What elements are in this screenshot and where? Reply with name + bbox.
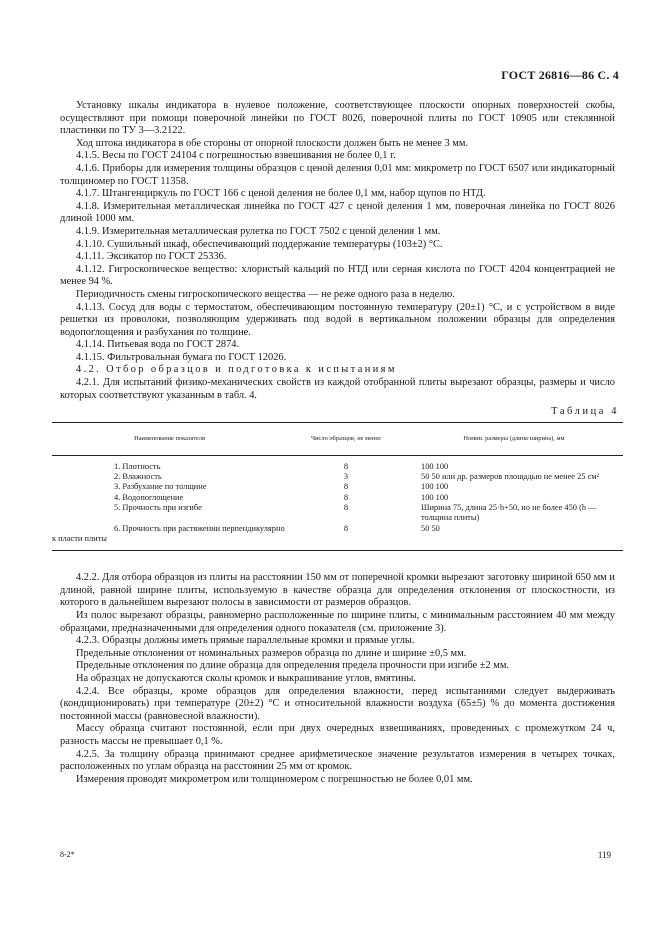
- paragraph: 4.1.10. Сушильный шкаф, обеспечивающий поддержание температуры (103±2) °С.: [76, 238, 443, 250]
- paragraph: Установку шкалы индикатора в нулевое положение, соответствующее плоскости опорных поверхностей скобы, осуществляют при помощи поверочной линейки по ГОСТ 8026, поверочной плиты по ГОСТ 10905 или стеклянной пластинки по ТУ 3—3.2122.: [60, 100, 615, 137]
- column-header-count: Число образцов, не менее: [287, 422, 405, 455]
- table-row: [52, 472, 623, 482]
- paragraph: 4.1.8. Измерительная металлическая линейка по ГОСТ 427 с ценой деления 1 мм, поверочная линейка по ГОСТ 8026 длиной 1000 мм.: [60, 200, 615, 225]
- row-count: 8: [343, 482, 349, 492]
- row-count: 8: [287, 524, 405, 551]
- paragraph: 4.2.1. Для испытаний физико-механических свойств из каждой отобранной плиты вырезают образцы, размеры и число которых соответствуют указанным в табл. 4.: [60, 377, 615, 401]
- page-number: 119: [597, 850, 611, 860]
- paragraph: 4.1.11. Эксикатор по ГОСТ 25336.: [76, 251, 227, 263]
- paragraph: Периодичность смены гигроскопического вещества — не реже одного раза в неделю.: [76, 288, 455, 300]
- row-name: 2. Влажность: [114, 472, 162, 482]
- row-dims: Ширина 75, длина 25·h+50, но не более 450 (h — толщина плиты): [421, 503, 597, 523]
- paragraph: 4.2.3. Образцы должны иметь прямые параллельные кромки и прямые углы.: [76, 635, 415, 647]
- paragraph: 4.1.14. Питьевая вода по ГОСТ 2874.: [76, 339, 240, 351]
- table-row: [52, 482, 623, 492]
- row-dims: 100 100: [421, 492, 449, 502]
- paragraph: На образцах не допускаются сколы кромок и выкрашивание углов, вмятины.: [76, 672, 416, 684]
- paragraph: 4.1.7. Штангенциркуль по ГОСТ 166 с ценой деления не более 0,1 мм, набор щупов по НТД.: [76, 188, 486, 200]
- row-name: 1. Плотность: [114, 461, 161, 471]
- row-count: 8: [343, 492, 349, 502]
- document-body: [52, 100, 619, 786]
- row-count: 8: [343, 503, 349, 513]
- paragraph: 4.1.5. Весы по ГОСТ 24104 с погрешностью взвешивания не более 0,1 г.: [76, 150, 396, 162]
- row-name: [52, 524, 287, 551]
- paragraph: 4.1.13. Сосуд для воды с термостатом, обеспечивающим постоянную температуру (20±1) °С, и с устройством в виде решетки из проволоки, позволяющим удерживать под водой в вертикальном положении образцы для определения водопоглощения и разбухания по толщине.: [60, 301, 615, 338]
- paragraph: 4.1.12. Гигроскопическое вещество: хлористый кальций по НТД или серная кислота по ГОСТ 4204 концентрацией не менее 94 %.: [60, 263, 615, 288]
- text-after-table: [60, 572, 615, 786]
- paragraph: Ход штока индикатора в обе стороны от опорной плоскости должен быть не менее 3 мм.: [76, 137, 469, 149]
- paragraph: Измерения проводят микрометром или толщиномером с погрешностью не более 0,01 мм.: [76, 773, 473, 785]
- table-row: [52, 503, 623, 524]
- paragraph: Из полос вырезают образцы, равномерно расположенные по ширине плиты, с минимальным расстоянием 40 мм между образцами, предназначенными для определения одного показателя (см. приложение 3).: [60, 610, 615, 634]
- paragraph: 4.2.4. Все образцы, кроме образцов для определения влажности, перед испытаниями следует выдерживать (кондиционировать) при температуре (20±2) °С и относительной влажности воздуха (65±5) % до момента достижения постоянной массы (равновесной влажности).: [60, 685, 615, 722]
- row-dims: 100 100: [421, 461, 449, 471]
- paragraph: 4.2.2. Для отбора образцов из плиты на расстоянии 150 мм от поперечной кромки вырезают заготовку шириной 650 мм и длиной, равной ширине плиты, используемую в качестве образца для определения отклонения от плоскостности, из которого в дальнейшем вырезают полосы в зависимости от размеров образцов.: [60, 572, 615, 609]
- row-name: 3. Разбухание по толщине: [114, 482, 207, 492]
- row-count: 8: [343, 461, 349, 471]
- paragraph: 4.1.6. Приборы для измерения толщины образцов с ценой деления 0,01 мм: микрометр по ГОСТ 6507 или индикаторный толщиномер по ГОСТ 11358.: [60, 162, 615, 187]
- table-caption: Таблица 4: [551, 406, 619, 418]
- row-name-text: 6. Прочность при растяжении перпендикулярно к пласти плиты: [52, 523, 285, 543]
- paragraph: Массу образца считают постоянной, если при двух очередных взвешиваниях, проведенных с промежутком 24 ч, разность массы не превышает 0,1 %.: [60, 723, 615, 747]
- paragraph: Предельные отклонения по длине образца для определения предела прочности при изгибе ±2 мм.: [76, 660, 509, 672]
- page-header: ГОСТ 26816—86 С. 4: [501, 68, 619, 82]
- row-dims: 50 50 или др. размеров площадью не менее 25 см²: [421, 472, 600, 482]
- paragraph: 4.1.9. Измерительная металлическая рулетка по ГОСТ 7502 с ценой деления 1 мм.: [76, 225, 441, 237]
- row-dims: 100 100: [421, 482, 449, 492]
- footer-signature: 8-2*: [60, 850, 75, 859]
- row-name: 5. Прочность при изгибе: [114, 503, 202, 513]
- table-header-row: [52, 422, 623, 455]
- table-4: [52, 422, 623, 551]
- paragraph: Предельные отклонения от номинальных размеров образца по длине и ширине ±0,5 мм.: [76, 647, 467, 659]
- row-name: 4. Водопоглощение: [114, 492, 184, 502]
- column-header-dims: Номин. размеры (длина·ширина), мм: [405, 422, 623, 455]
- row-dims: 50 50: [405, 524, 623, 551]
- table-row: [52, 524, 623, 551]
- table-row: [52, 455, 623, 472]
- row-count: 3: [343, 472, 349, 482]
- paragraph: 4.2.5. За толщину образца принимают среднее арифметическое значение результатов измерения в четырех точках, расположенных по углам образца на расстоянии 25 мм от кромок.: [60, 748, 615, 773]
- column-header-name: Наименование показателя: [52, 422, 287, 455]
- paragraph: 4.1.15. Фильтровальная бумага по ГОСТ 12026.: [76, 351, 287, 363]
- section-heading: 4.2. Отбор образцов и подготовка к испытаниям: [76, 364, 397, 376]
- table-row: [52, 493, 623, 503]
